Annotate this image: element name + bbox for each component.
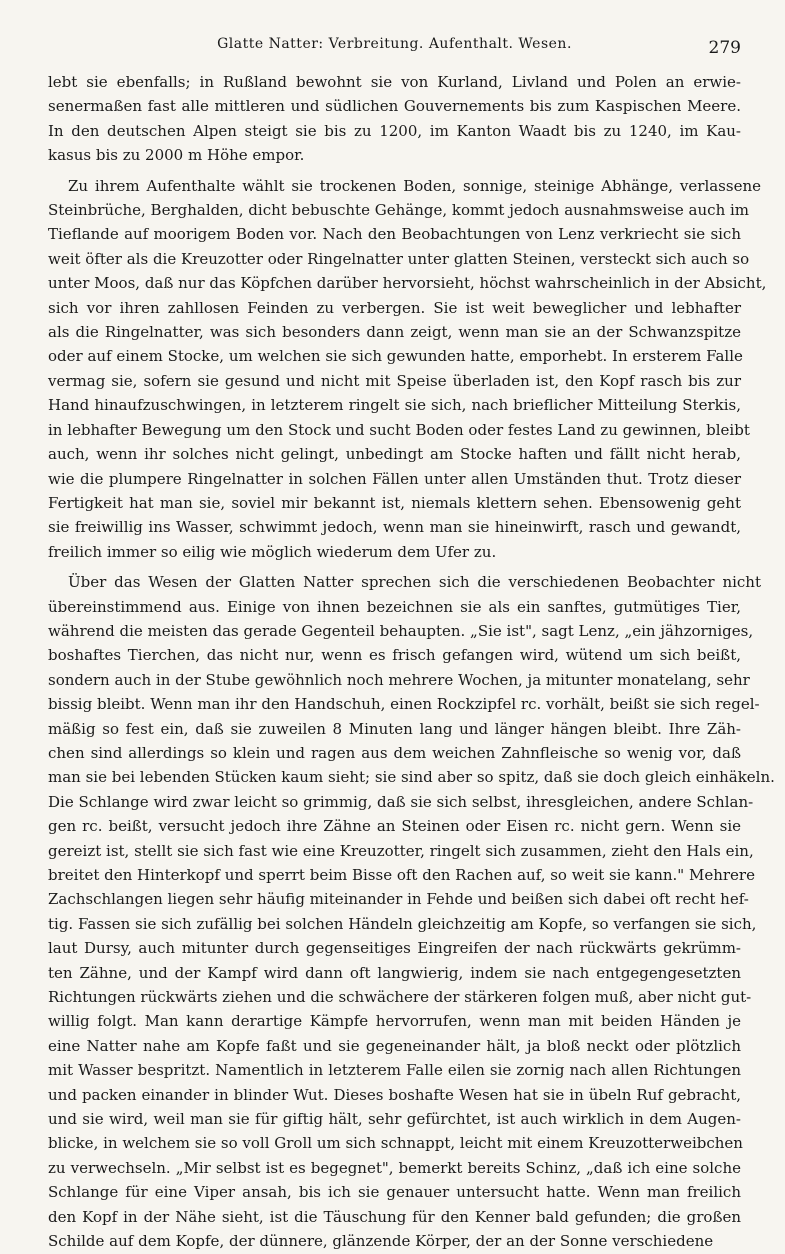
text-line: man sie bei lebenden Stücken kaum sieht; sie sind aber so spitz, daß sie doch gleich einhäkeln. — [48, 768, 775, 787]
text-line: weit öfter als die Kreuzotter oder Ringelnatter unter glatten Steinen, versteckt sich auch so — [48, 249, 750, 268]
text-line: als die Ringelnatter, was sich besonders dann zeigt, wenn man sie an der Schwanzspitze — [48, 323, 741, 342]
text-line: chen sind allerdings so klein und ragen aus dem weichen Zahnfleische so wenig vor, daß — [48, 743, 741, 762]
text-line: vermag sie, sofern sie gesund und nicht mit Speise überladen ist, den Kopf rasch bis zur — [48, 371, 741, 390]
text-line: freilich immer so eilig wie möglich wiederum dem Ufer zu. — [48, 542, 497, 561]
text-line: Über das Wesen der Glatten Natter sprechen sich die verschiedenen Beobachter nicht — [68, 573, 761, 592]
text-line: Die Schlange wird zwar leicht so grimmig, daß sie sich selbst, ihresgleichen, andere Schlan- — [48, 792, 754, 811]
text-line: mit Wasser bespritzt. Namentlich in letzterem Falle eilen sie zornig nach allen Richtungen — [48, 1061, 741, 1080]
text-line: sich vor ihren zahllosen Feinden zu verbergen. Sie ist weit beweglicher und lebhafter — [48, 298, 741, 317]
text-line: oder auf einem Stocke, um welchen sie sich gewunden hatte, emporhebt. In ersterem Falle — [48, 347, 743, 366]
text-line: unter Moos, daß nur das Köpfchen darüber hervorsieht, höchst wahrscheinlich in der Absicht, — [48, 274, 767, 293]
text-line: eine Natter nahe am Kopfe faßt und sie gegeneinander hält, ja bloß neckt oder plötzlich — [48, 1036, 741, 1055]
text-line: und sie wird, weil man sie für giftig hält, sehr gefürchtet, ist auch wirklich in dem Augen- — [48, 1110, 741, 1129]
text-line: Richtungen rückwärts ziehen und die schwächere der stärkeren folgen muß, aber nicht gut- — [48, 988, 752, 1007]
text-line: Tieflande auf moorigem Boden vor. Nach den Beobachtungen von Lenz verkriecht sie sich — [48, 225, 741, 244]
text-line: boshaftes Tierchen, das nicht nur, wenn es frisch gefangen wird, wütend um sich beißt, — [48, 646, 741, 665]
text-line: Schilde auf dem Kopfe, der dünnere, glänzende Körper, der an der Sonne verschiedene — [48, 1232, 714, 1251]
text-line: lebt sie ebenfalls; in Rußland bewohnt sie von Kurland, Livland und Polen an erwie- — [48, 73, 741, 91]
text-line: wie die plumpere Ringelnatter in solchen Fällen unter allen Umständen thut. Trotz dieser — [48, 469, 741, 488]
text-line: kasus bis zu 2000 m Höhe empor. — [48, 146, 305, 165]
body-text — [48, 70, 775, 1254]
text-line: und packen einander in blinder Wut. Dieses boshafte Wesen hat sie in übeln Ruf gebracht, — [48, 1085, 741, 1104]
text-line: tig. Fassen sie sich zufällig bei solchen Händeln gleichzeitig am Kopfe, so verfangen sie sich, — [48, 914, 757, 933]
text-line: sondern auch in der Stube gewöhnlich noch mehrere Wochen, ja mitunter monatelang, sehr — [48, 670, 750, 689]
text-line: mäßig so fest ein, daß sie zuweilen 8 Minuten lang und länger hängen bleibt. Ihre Zäh- — [48, 719, 741, 738]
text-line: In den deutschen Alpen steigt sie bis zu 1200, im Kanton Waadt bis zu 1240, im Kau- — [48, 121, 741, 140]
text-line: gen rc. beißt, versucht jedoch ihre Zähne an Steinen oder Eisen rc. nicht gern. Wenn sie — [48, 817, 741, 836]
paragraph-1 — [48, 70, 741, 168]
running-header — [48, 36, 741, 66]
text-line: ten Zähne, und der Kampf wird dann oft langwierig, indem sie nach entgegengesetzten — [48, 963, 741, 982]
text-line: in lebhafter Bewegung um den Stock und sucht Boden oder festes Land zu gewinnen, bleibt — [48, 420, 750, 439]
text-line: laut Dursy, auch mitunter durch gegenseitiges Eingreifen der nach rückwärts gekrümm- — [48, 939, 741, 958]
text-line: übereinstimmend aus. Einige von ihnen bezeichnen sie als ein sanftes, gutmütiges Tier, — [48, 597, 741, 616]
paragraph-2 — [48, 174, 767, 565]
text-line: blicke, in welchem sie so voll Groll um sich schnappt, leicht mit einem Kreuzotterweibchen — [48, 1134, 743, 1153]
text-line: Zu ihrem Aufenthalte wählt sie trockenen Boden, sonnige, steinige Abhänge, verlassene — [68, 176, 761, 195]
paragraph-3 — [48, 570, 775, 1253]
text-line: bissig bleibt. Wenn man ihr den Handschuh, einen Rockzipfel rc. vorhält, beißt sie sich regel- — [48, 695, 760, 714]
text-line: Zachschlangen liegen sehr häufig miteinander in Fehde und beißen sich dabei oft recht hef- — [48, 890, 749, 909]
text-line: Fertigkeit hat man sie, soviel mir bekannt ist, niemals klettern sehen. Ebensowenig geht — [48, 493, 741, 512]
text-line: willig folgt. Man kann derartige Kämpfe hervorrufen, wenn man mit beiden Händen je — [48, 1012, 741, 1031]
text-line: Steinbrüche, Berghalden, dicht bebuschte Gehänge, kommt jedoch ausnahmsweise auch im — [48, 201, 750, 220]
page-number: 279 — [708, 38, 741, 58]
text-line: zu verwechseln. „Mir selbst ist es begegnet", bemerkt bereits Schinz, „daß ich eine solche — [48, 1158, 741, 1177]
text-line: während die meisten das gerade Gegenteil behaupten. „Sie ist", sagt Lenz, „ein jähzorniges, — [48, 621, 754, 640]
text-line: breitet den Hinterkopf und sperrt beim Bisse oft den Rachen auf, so weit sie kann." Mehrere — [48, 866, 755, 884]
text-line: den Kopf in der Nähe sieht, ist die Täuschung für den Kenner bald gefunden; die großen — [48, 1207, 741, 1226]
text-line: Hand hinaufzuschwingen, in letzterem ringelt sie sich, nach brieflicher Mitteilung Sterkis, — [48, 396, 741, 415]
text-line: auch, wenn ihr solches nicht gelingt, unbedingt am Stocke haften und fällt nicht herab, — [48, 445, 741, 464]
text-line: gereizt ist, stellt sie sich fast wie eine Kreuzotter, ringelt sich zusammen, zieht den Hals ein, — [48, 841, 754, 860]
text-line: sie freiwillig ins Wasser, schwimmt jedoch, wenn man sie hineinwirft, rasch und gewandt, — [48, 518, 741, 537]
text-line: senermaßen fast alle mittleren und südlichen Gouvernements bis zum Kaspischen Meere. — [48, 97, 741, 116]
running-title: Glatte Natter: Verbreitung. Aufenthalt. Wesen. — [217, 36, 572, 52]
text-line: Schlange für eine Viper ansah, bis ich sie genauer untersucht hatte. Wenn man freilich — [48, 1183, 741, 1202]
